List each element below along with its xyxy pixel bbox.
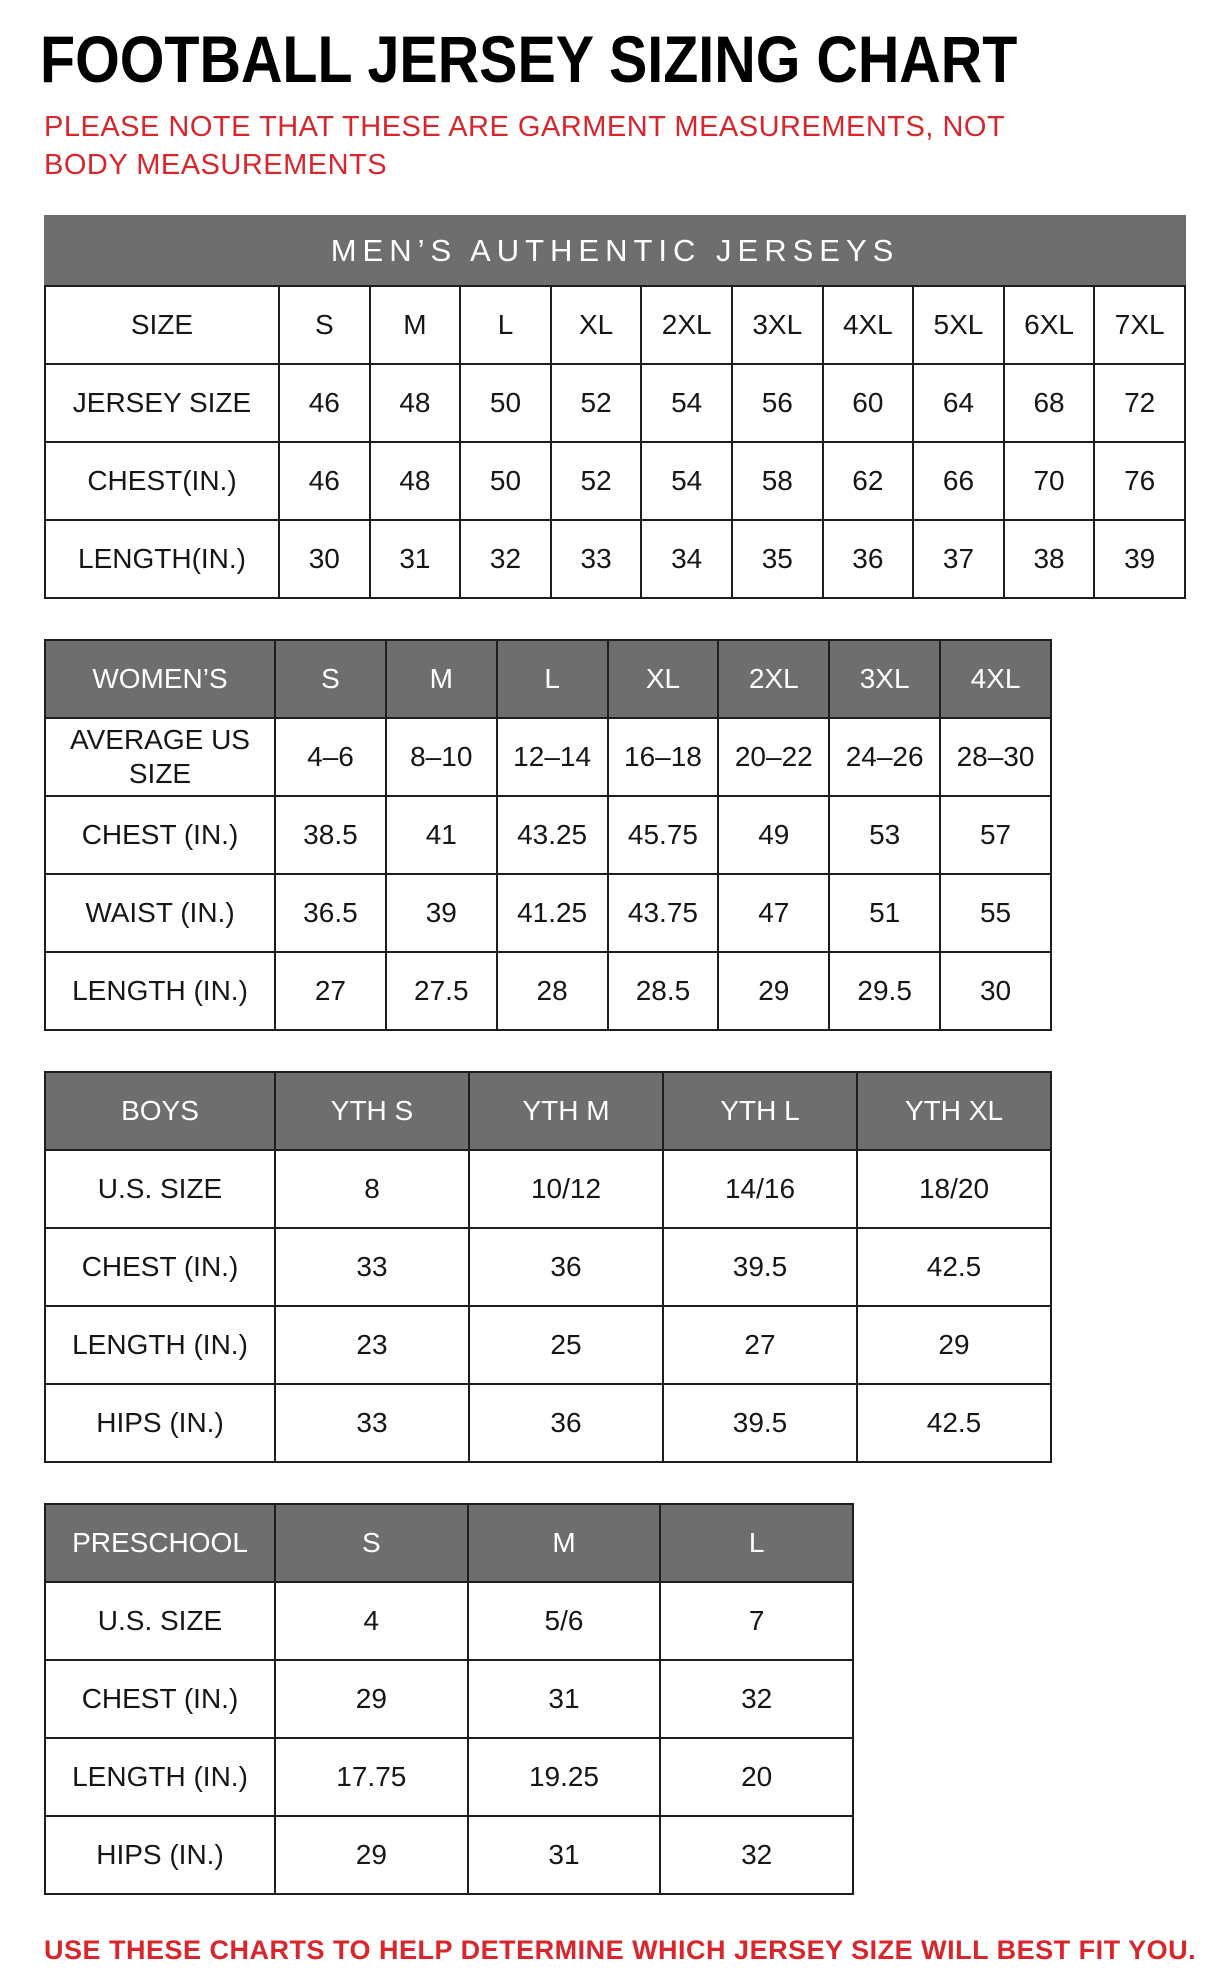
- measurement-cell: 37: [913, 520, 1004, 598]
- measurement-cell: 27.5: [386, 952, 497, 1030]
- measurement-cell: 52: [551, 442, 642, 520]
- boys-header-label: BOYS: [45, 1072, 275, 1150]
- measurement-cell: 39.5: [663, 1384, 857, 1462]
- measurement-cell: 33: [275, 1384, 469, 1462]
- measurement-cell: 30: [279, 520, 370, 598]
- measurement-cell: 31: [370, 520, 461, 598]
- measurement-cell: 8–10: [386, 718, 497, 796]
- size-column-header: L: [660, 1504, 853, 1582]
- table-row: [45, 952, 1051, 1030]
- measurement-cell: 55: [940, 874, 1051, 952]
- measurement-cell: 48: [370, 442, 461, 520]
- preschool-size-table: [44, 1503, 854, 1895]
- measurement-cell: 4: [275, 1582, 468, 1660]
- measurement-cell: 28.5: [608, 952, 719, 1030]
- measurement-cell: 41.25: [497, 874, 608, 952]
- measurement-cell: 68: [1004, 364, 1095, 442]
- row-label: LENGTH (IN.): [45, 952, 275, 1030]
- womens-size-table: [44, 639, 1052, 1031]
- measurement-cell: 48: [370, 364, 461, 442]
- table-row: [45, 1660, 853, 1738]
- measurement-cell: 20–22: [718, 718, 829, 796]
- measurement-cell: 14/16: [663, 1150, 857, 1228]
- measurement-cell: 31: [468, 1660, 661, 1738]
- measurement-cell: 45.75: [608, 796, 719, 874]
- measurement-cell: 29: [718, 952, 829, 1030]
- measurement-cell: 64: [913, 364, 1004, 442]
- page-title: FOOTBALL JERSEY SIZING CHART: [40, 22, 1018, 96]
- row-label: WAIST (IN.): [45, 874, 275, 952]
- table-row: [45, 1150, 1051, 1228]
- measurement-cell: 46: [279, 364, 370, 442]
- measurement-cell: 19.25: [468, 1738, 661, 1816]
- measurement-cell: 4–6: [275, 718, 386, 796]
- measurement-cell: 60: [823, 364, 914, 442]
- size-column-header: M: [370, 286, 461, 364]
- boys-header-row: [45, 1072, 1051, 1150]
- measurement-cell: 33: [275, 1228, 469, 1306]
- measurement-cell: 41: [386, 796, 497, 874]
- preschool-header-row: [45, 1504, 853, 1582]
- row-label: HIPS (IN.): [45, 1384, 275, 1462]
- measurement-cell: 30: [940, 952, 1051, 1030]
- measurement-cell: 50: [460, 364, 551, 442]
- row-label: CHEST (IN.): [45, 1228, 275, 1306]
- measurement-cell: 38: [1004, 520, 1095, 598]
- size-column-header: S: [275, 640, 386, 718]
- row-label: JERSEY SIZE: [45, 364, 279, 442]
- row-label: U.S. SIZE: [45, 1150, 275, 1228]
- measurement-cell: 32: [660, 1816, 853, 1894]
- measurement-cell: 70: [1004, 442, 1095, 520]
- size-column-header: S: [275, 1504, 468, 1582]
- row-label: HIPS (IN.): [45, 1816, 275, 1894]
- measurement-cell: 39: [386, 874, 497, 952]
- measurement-cell: 17.75: [275, 1738, 468, 1816]
- measurement-cell: 49: [718, 796, 829, 874]
- measurement-cell: 24–26: [829, 718, 940, 796]
- size-column-header: 5XL: [913, 286, 1004, 364]
- size-column-header: YTH L: [663, 1072, 857, 1150]
- size-column-header: 7XL: [1094, 286, 1185, 364]
- measurement-cell: 33: [551, 520, 642, 598]
- table-row: [45, 520, 1185, 598]
- measurement-cell: 20: [660, 1738, 853, 1816]
- row-label: LENGTH (IN.): [45, 1738, 275, 1816]
- size-column-header: 2XL: [641, 286, 732, 364]
- table-row: [45, 1738, 853, 1816]
- row-label: CHEST (IN.): [45, 796, 275, 874]
- table-row: [45, 442, 1185, 520]
- measurement-cell: 46: [279, 442, 370, 520]
- measurement-cell: 7: [660, 1582, 853, 1660]
- size-column-header: 4XL: [940, 640, 1051, 718]
- measurement-cell: 28: [497, 952, 608, 1030]
- measurement-cell: 39.5: [663, 1228, 857, 1306]
- measurement-cell: 36: [469, 1228, 663, 1306]
- mens-banner-row: [45, 216, 1185, 286]
- size-tables-container: [0, 215, 1220, 1895]
- boys-size-table: [44, 1071, 1052, 1463]
- row-label: AVERAGE US SIZE: [45, 718, 275, 796]
- size-column-header: 6XL: [1004, 286, 1095, 364]
- womens-header-label: WOMEN’S: [45, 640, 275, 718]
- measurement-cell: 27: [275, 952, 386, 1030]
- measurement-cell: 31: [468, 1816, 661, 1894]
- size-column-header: 4XL: [823, 286, 914, 364]
- size-column-header: 3XL: [732, 286, 823, 364]
- measurement-cell: 5/6: [468, 1582, 661, 1660]
- table-row: [45, 1228, 1051, 1306]
- table-row: [45, 364, 1185, 442]
- measurement-cell: 29.5: [829, 952, 940, 1030]
- measurement-cell: 36.5: [275, 874, 386, 952]
- measurement-cell: 51: [829, 874, 940, 952]
- measurement-cell: 34: [641, 520, 732, 598]
- size-column-header: YTH XL: [857, 1072, 1051, 1150]
- measurement-cell: 32: [460, 520, 551, 598]
- mens-header-label: SIZE: [45, 286, 279, 364]
- table-row: [45, 874, 1051, 952]
- measurement-cell: 53: [829, 796, 940, 874]
- garment-measurements-note: PLEASE NOTE THAT THESE ARE GARMENT MEASUREMENTS, NOT BODY MEASUREMENTS: [44, 111, 1005, 182]
- measurement-cell: 47: [718, 874, 829, 952]
- size-column-header: S: [279, 286, 370, 364]
- measurement-cell: 54: [641, 364, 732, 442]
- measurement-cell: 56: [732, 364, 823, 442]
- size-column-header: XL: [551, 286, 642, 364]
- table-row: [45, 1306, 1051, 1384]
- measurement-cell: 50: [460, 442, 551, 520]
- measurement-cell: 28–30: [940, 718, 1051, 796]
- row-label: LENGTH(IN.): [45, 520, 279, 598]
- measurement-cell: 72: [1094, 364, 1185, 442]
- measurement-cell: 29: [857, 1306, 1051, 1384]
- measurement-cell: 16–18: [608, 718, 719, 796]
- measurement-cell: 36: [469, 1384, 663, 1462]
- footer-note: USE THESE CHARTS TO HELP DETERMINE WHICH JERSEY SIZE WILL BEST FIT YOU.: [44, 1934, 1197, 1965]
- size-column-header: 3XL: [829, 640, 940, 718]
- row-label: CHEST (IN.): [45, 1660, 275, 1738]
- measurement-cell: 18/20: [857, 1150, 1051, 1228]
- table-row: [45, 1816, 853, 1894]
- measurement-cell: 8: [275, 1150, 469, 1228]
- measurement-cell: 57: [940, 796, 1051, 874]
- size-column-header: L: [497, 640, 608, 718]
- table-row: [45, 1582, 853, 1660]
- table-row: [45, 796, 1051, 874]
- measurement-cell: 35: [732, 520, 823, 598]
- preschool-header-label: PRESCHOOL: [45, 1504, 275, 1582]
- row-label: CHEST(IN.): [45, 442, 279, 520]
- measurement-cell: 12–14: [497, 718, 608, 796]
- row-label: LENGTH (IN.): [45, 1306, 275, 1384]
- size-column-header: XL: [608, 640, 719, 718]
- mens-header-row: [45, 286, 1185, 364]
- measurement-cell: 27: [663, 1306, 857, 1384]
- measurement-cell: 29: [275, 1660, 468, 1738]
- measurement-cell: 76: [1094, 442, 1185, 520]
- measurement-cell: 54: [641, 442, 732, 520]
- row-label: U.S. SIZE: [45, 1582, 275, 1660]
- measurement-cell: 62: [823, 442, 914, 520]
- size-column-header: M: [468, 1504, 661, 1582]
- table-row: [45, 718, 1051, 796]
- table-row: [45, 1384, 1051, 1462]
- measurement-cell: 58: [732, 442, 823, 520]
- measurement-cell: 36: [823, 520, 914, 598]
- size-column-header: YTH S: [275, 1072, 469, 1150]
- measurement-cell: 10/12: [469, 1150, 663, 1228]
- measurement-cell: 38.5: [275, 796, 386, 874]
- mens-size-table: [44, 215, 1186, 599]
- measurement-cell: 25: [469, 1306, 663, 1384]
- measurement-cell: 39: [1094, 520, 1185, 598]
- womens-header-row: [45, 640, 1051, 718]
- measurement-cell: 42.5: [857, 1228, 1051, 1306]
- measurement-cell: 29: [275, 1816, 468, 1894]
- measurement-cell: 32: [660, 1660, 853, 1738]
- measurement-cell: 52: [551, 364, 642, 442]
- size-column-header: YTH M: [469, 1072, 663, 1150]
- mens-banner: MEN’S AUTHENTIC JERSEYS: [45, 216, 1185, 286]
- measurement-cell: 66: [913, 442, 1004, 520]
- size-column-header: 2XL: [718, 640, 829, 718]
- measurement-cell: 23: [275, 1306, 469, 1384]
- size-column-header: M: [386, 640, 497, 718]
- measurement-cell: 42.5: [857, 1384, 1051, 1462]
- size-column-header: L: [460, 286, 551, 364]
- measurement-cell: 43.25: [497, 796, 608, 874]
- measurement-cell: 43.75: [608, 874, 719, 952]
